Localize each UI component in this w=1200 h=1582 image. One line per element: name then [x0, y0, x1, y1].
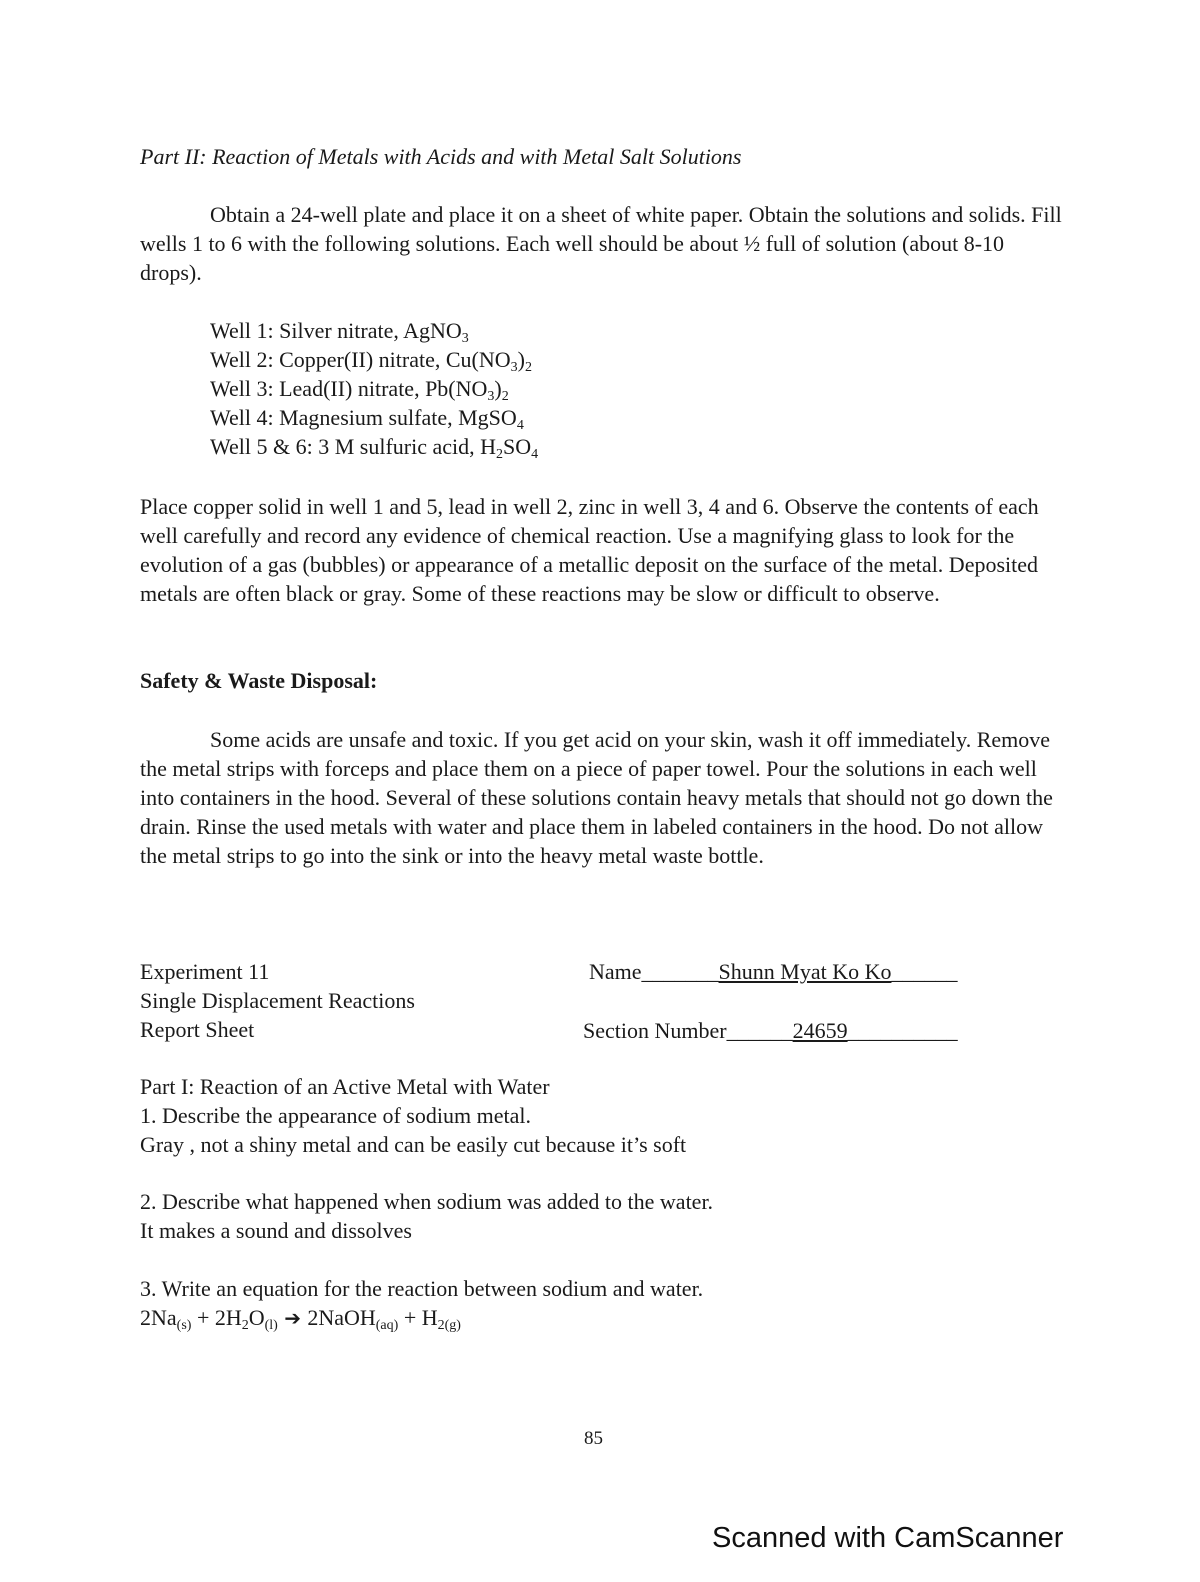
- name-value: Shunn Myat Ko Ko: [718, 959, 892, 984]
- well-item: Well 1: Silver nitrate, AgNO$_3$: [210, 318, 469, 346]
- question-3-block: [140, 1274, 1070, 1333]
- part2-intro-paragraph: Obtain a 24-well plate and place it on a sheet of white paper. Obtain the solutions and solids. Fill wells 1 to 6 with the following solutions. Each well should be about ½ full of solution (about 8-10 drops).: [140, 202, 1062, 285]
- question-2-block: [140, 1187, 1070, 1245]
- part1-heading: Part I: Reaction of an Active Metal with Water: [140, 1074, 550, 1099]
- answer-1: Gray , not a shiny metal and can be easily cut because it’s soft: [140, 1132, 687, 1157]
- well-item: Well 4: Magnesium sulfate, MgSO$_4$: [210, 405, 524, 433]
- page-number: 85: [584, 1428, 603, 1449]
- well-item: Well 2: Copper(II) nitrate, $Cu(NO_3)_2$: [210, 347, 532, 375]
- wells-list: [210, 316, 1140, 461]
- question-1: 1. Describe the appearance of sodium metal.: [140, 1103, 531, 1128]
- question-3: 3. Write an equation for the reaction between sodium and water.: [140, 1276, 704, 1301]
- well-item: Well 5 & 6: 3 M sulfuric acid, $H_2SO_4$: [210, 434, 539, 462]
- camscanner-watermark: Scanned with CamScanner: [712, 1522, 1064, 1554]
- name-label: Name: [589, 959, 642, 984]
- reaction-equation: $2Na_{(s)} + 2H_2O_{(l)}$ ➔ 2NaOH$_{(aq)}$ + $H_{2(g)}$: [140, 1305, 461, 1333]
- section-number-field: Section Number______24659__________: [583, 1018, 958, 1043]
- report-sheet-label: Report Sheet: [140, 1017, 255, 1042]
- well-item: Well 3: Lead(II) nitrate, $Pb(NO_3)_2$: [210, 376, 509, 404]
- part2-heading: Part II: Reaction of Metals with Acids and with Metal Salt Solutions: [140, 144, 742, 169]
- section-number-value: 24659: [792, 1018, 848, 1043]
- experiment-number: Experiment 11: [140, 959, 270, 984]
- procedure-paragraph: Place copper solid in well 1 and 5, lead in well 2, zinc in well 3, 4 and 6. Observe the contents of each well carefully and record any evidence of chemical reaction. Use a magnifying glass to look for the evolution of a gas (bubbles) or appearance of a metallic deposit on the surface of the metal. Deposited metals are often black or gray. Some of these reactions may be slow or difficult to observe.: [140, 494, 1039, 606]
- answer-2: It makes a sound and dissolves: [140, 1218, 412, 1243]
- section-number-label: Section Number: [583, 1018, 727, 1043]
- arrow-icon: ➔: [277, 1306, 308, 1330]
- experiment-title: Single Displacement Reactions: [140, 988, 415, 1013]
- safety-heading: Safety & Waste Disposal:: [140, 668, 378, 693]
- safety-paragraph: Some acids are unsafe and toxic. If you get acid on your skin, wash it off immediately. Remove the metal strips with forceps and place them on a piece of paper towel. Pour the solutions in each well into containers in the hood. Several of these solutions contain heavy metals that should not go down the drain. Rinse the used metals with water and place them in labeled containers in the hood. Do not allow the metal strips to go into the sink or into the heavy metal waste bottle.: [140, 727, 1053, 868]
- question-2: 2. Describe what happened when sodium was added to the water.: [140, 1189, 714, 1214]
- part1-block: [140, 1072, 1070, 1159]
- name-field: Name_______Shunn Myat Ko Ko______: [589, 959, 958, 984]
